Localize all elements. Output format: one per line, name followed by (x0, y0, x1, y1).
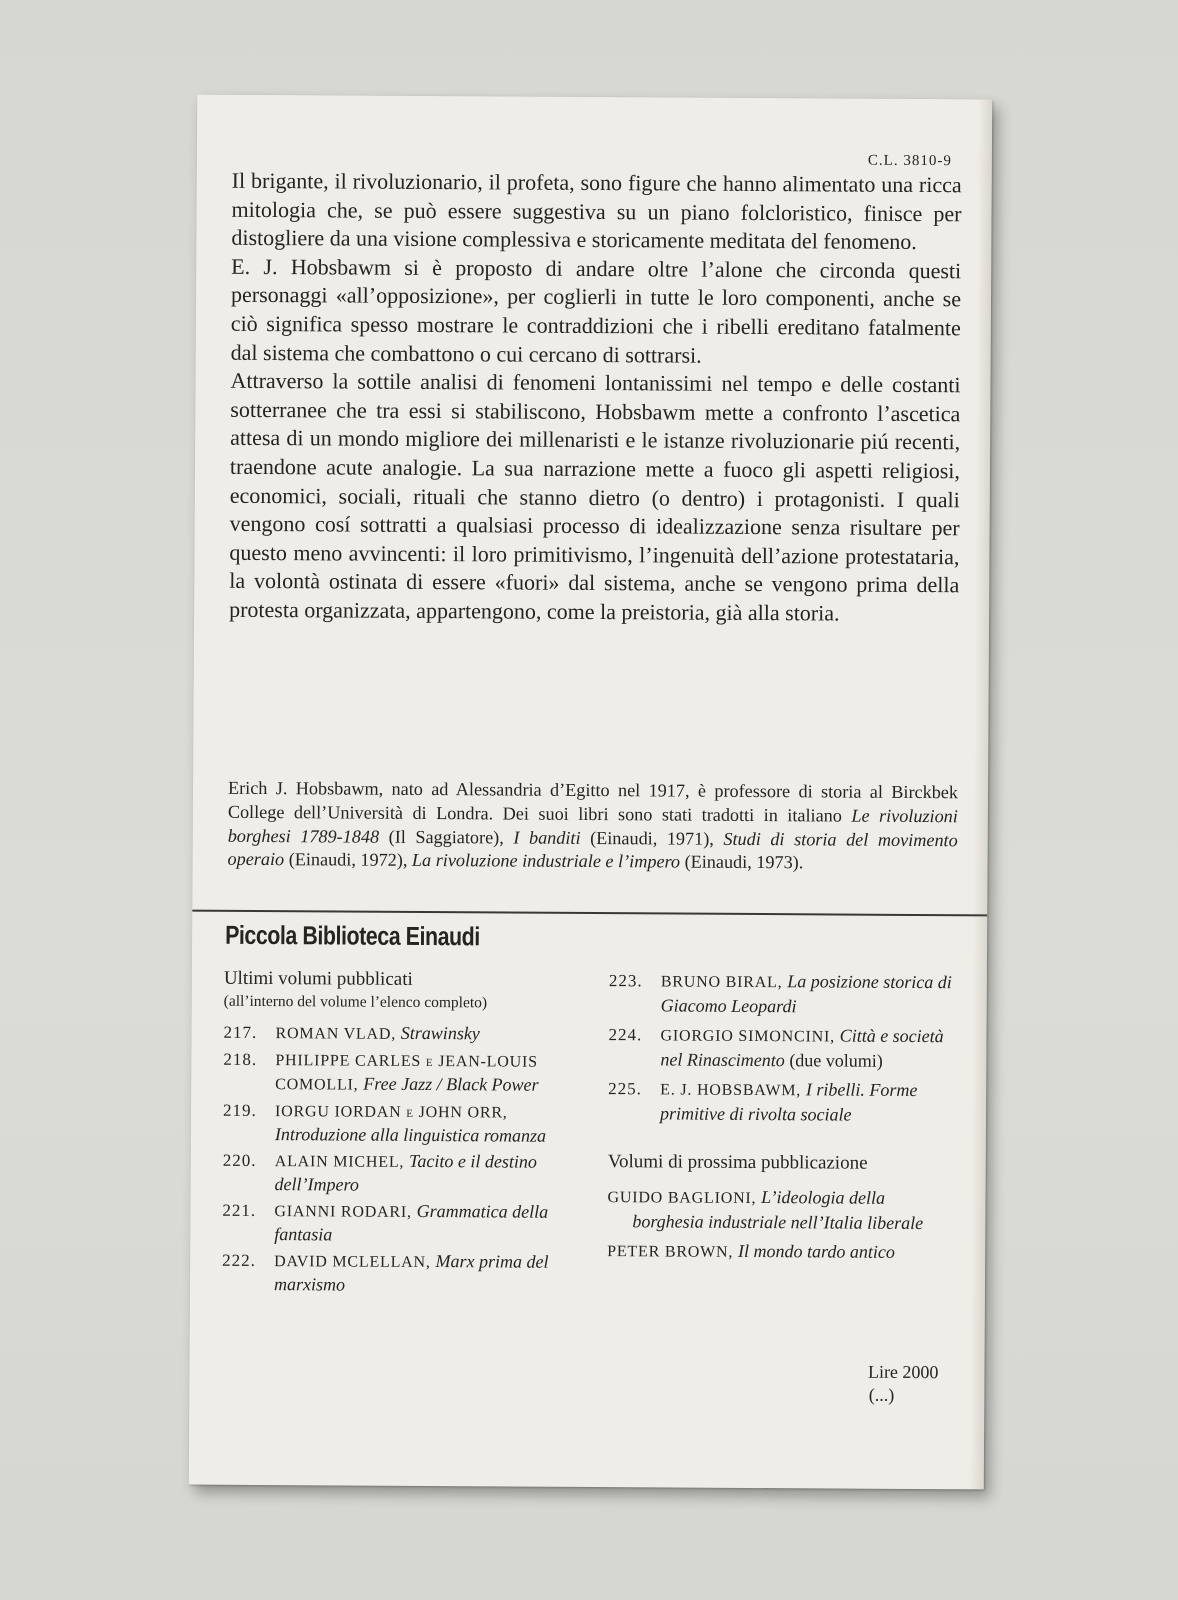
volume-number: 223. (608, 971, 643, 991)
bio-book-2: I banditi (513, 827, 581, 848)
series-title: Piccola Biblioteca Einaudi (225, 919, 480, 952)
volume-entry (223, 1021, 578, 1048)
volume-title: Introduzione alla linguistica romanza (274, 1124, 547, 1146)
volume-number: 218. (223, 1049, 258, 1069)
latest-volumes-column (222, 967, 579, 1301)
upcoming-author: GUIDO BAGLIONI, (607, 1189, 762, 1208)
volume-title: Free Jazz / Black Power (363, 1073, 539, 1095)
bio-text-5: (Einaudi, 1973). (679, 851, 804, 873)
bio-text-4: (Einaudi, 1972), (284, 849, 413, 871)
volume-title: Città e società nel Rinascimento (660, 1025, 944, 1070)
volume-title: Grammatica della fantasia (274, 1200, 549, 1245)
bio-book-4: La rivoluzione industriale e l’impero (411, 850, 681, 872)
volume-entry (609, 969, 954, 1019)
volume-number: 219. (222, 1100, 257, 1120)
divider-rule (192, 910, 987, 917)
volume-text (275, 1099, 578, 1149)
price (868, 1361, 939, 1407)
volume-entry (222, 1198, 577, 1248)
upcoming-heading: Volumi di prossima pubblicazione (607, 1151, 868, 1174)
blurb-paragraph-1: Il brigante, il rivoluzionario, il profeta, sono figure che hanno alimentato una ricca mitologia che, se può essere suggestiva su un piano folcloristico, finisce per distogliere da una visione complessiva e storicamente meditata del fenomeno. (231, 167, 962, 255)
volume-text (275, 1149, 578, 1199)
volume-author: ROMAN VLAD, (275, 1025, 401, 1043)
bio-book-1: Le rivoluzioni borghesi 1789-1848 (227, 805, 958, 847)
volume-text (661, 969, 954, 1019)
bio-text-2: (Il Saggiatore), (379, 826, 514, 848)
upcoming-entry (607, 1239, 952, 1266)
volume-author: BRUNO BIRAL, (660, 973, 788, 992)
latest-heading: Ultimi volumi pubblicati (223, 967, 413, 990)
volume-number: 221. (222, 1200, 257, 1220)
author-bio (228, 777, 959, 877)
volume-title: Marx prima del marxismo (273, 1250, 549, 1295)
volume-author: DAVID MCLELLAN, (274, 1252, 436, 1271)
volume-author: E. J. HOBSBAWM, (660, 1081, 806, 1100)
upcoming-title: Il mondo tardo antico (737, 1240, 895, 1262)
volume-text (660, 1023, 953, 1073)
blurb-paragraph-2: E. J. Hobsbawm si è proposto di andare oltre l’alone che circonda questi personaggi «all’opposizione», per coglierli in tutte le loro componenti, anche se ciò significa spesso mostrare le contraddizioni che i ribelli ereditano fatalmente dal sistema che combattono o cui cercano di sottrarsi. (230, 253, 962, 368)
volume-title: Tacito e il destino dell’Impero (274, 1150, 537, 1195)
volume-entry (223, 1047, 578, 1098)
volume-text (275, 1048, 578, 1099)
volume-entry (222, 1248, 577, 1298)
volume-author: IORGU IORDAN e JOHN ORR, (274, 1102, 508, 1121)
volume-title: Strawinsky (400, 1022, 480, 1044)
latest-note: (all’interno del volume l’elenco completo) (223, 992, 488, 1012)
volume-entry (608, 1023, 953, 1073)
price-note: (...) (868, 1384, 895, 1405)
price-label: Lire 2000 (867, 1361, 939, 1383)
volume-title: I ribelli. Forme primitive di rivolta sociale (659, 1079, 918, 1125)
volume-text (275, 1021, 578, 1047)
volume-extra: (due volumi) (784, 1049, 883, 1071)
bio-text-1: Erich J. Hobsbawm, nato ad Alessandria d’Egitto nel 1917, è professore di storia al Birckbek College dell’Università di Londra. Dei suoi libri sono stati tradotti in italiano (227, 777, 959, 826)
blurb (229, 167, 962, 629)
latest-list (222, 1021, 579, 1299)
upcoming-title: L’ideologia della borghesia industriale nell’Italia liberale (632, 1187, 924, 1233)
volume-number: 217. (223, 1022, 258, 1042)
catalog-code: C.L. 3810-9 (867, 152, 952, 170)
upcoming-author: PETER BROWN, (607, 1243, 739, 1261)
volume-number: 222. (222, 1250, 256, 1270)
upcoming-list (607, 1185, 952, 1266)
volume-author: GIORGIO SIMONCINI, (660, 1027, 840, 1046)
upcoming-entry (607, 1185, 952, 1235)
latest-list-continued (608, 969, 954, 1127)
volume-number: 225. (608, 1079, 642, 1099)
bio-text-3: (Einaudi, 1971), (580, 827, 724, 849)
right-column (607, 969, 954, 1272)
book-back-cover (189, 95, 992, 1490)
volume-entry (608, 1077, 953, 1127)
volume-number: 224. (608, 1025, 643, 1045)
volume-text (274, 1249, 577, 1299)
bio-book-3: Studi di storia del movimento operaio (227, 828, 958, 870)
volume-number: 220. (222, 1150, 257, 1170)
volume-text (660, 1077, 953, 1127)
volume-author: PHILIPPE CARLES e JEAN-LOUIS COMOLLI, (275, 1051, 538, 1094)
volume-title: La posizione storica di Giacomo Leopardi (660, 971, 952, 1016)
volume-entry (223, 1148, 578, 1198)
volume-entry (223, 1098, 578, 1148)
volume-author: ALAIN MICHEL, (274, 1152, 410, 1171)
blurb-paragraph-3: Attraverso la sottile analisi di fenomeni lontanissimi nel tempo e delle costanti sotterranee che tra essi si stabiliscono, Hobsbawm mette a confronto l’ascetica attesa di un mondo migliore dei millenaristi e le istanze rivoluzionarie piú recenti, traendone acute analogie. La sua narrazione mette a fuoco gli aspetti religiosi, economici, sociali, rituali che stanno dietro (o dentro) i protagonisti. I quali vengono cosí sottratti a qualsiasi processo di idealizzazione senza risultare per questo meno avvincenti: il loro primitivismo, l’ingenuità dell’azione protestataria, la volontà ostinata di essere «fuori» dal sistema, anche se vengono prima della protesta organizzata, appartengono, come la preistoria, già alla storia. (229, 367, 961, 626)
volume-author: GIANNI RODARI, (274, 1202, 417, 1221)
volume-text (274, 1199, 577, 1249)
